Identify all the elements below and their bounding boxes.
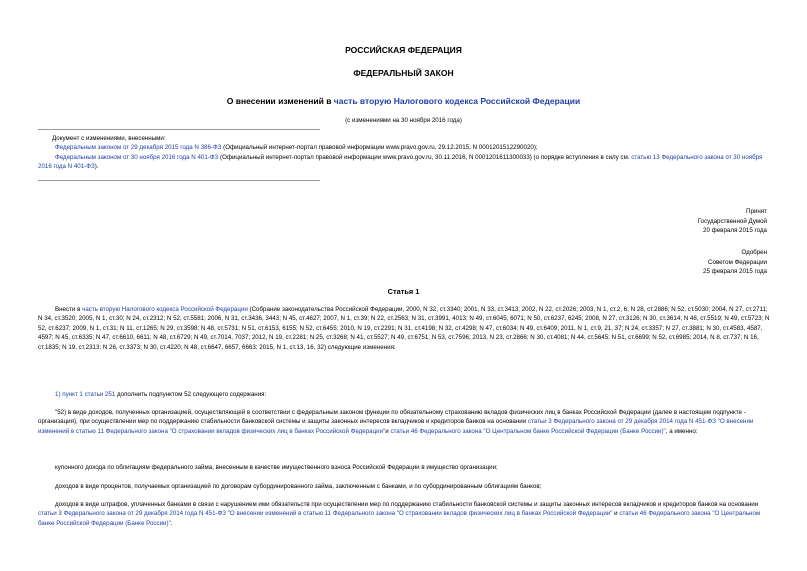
law-451-link-2[interactable]: статьи 3 Федерального закона от 29 декабря 2014 года N 451-ФЗ "О внесении изменений в статью 11 Федерального закона "О страховании вкладов физических лиц в банках Российской Федерации" (38, 510, 613, 518)
subitem-52-text: "52) в виде доходов, полученных организацией, осуществляющей в соответствии с федеральным законом функции по обязательному страхованию вкладов физических лиц в банках Российской Федерации (далее в настоящем подпункте - организация), при осуществлении мер по поддержанию стабильности банковской системы и защиты законных интересов вкладчиков и кредиторов банков на основании (38, 409, 746, 426)
fines-income-paragraph (38, 500, 772, 528)
article-1-intro (38, 305, 772, 352)
federation-council-approval (703, 248, 767, 277)
law-401-article-13-link[interactable]: статью 13 Федерального закона от 30 ноября 2016 года N 401-ФЗ (38, 154, 763, 171)
item-1 (55, 390, 772, 399)
duma-adopted-label: Принят (746, 208, 767, 215)
changes-box (52, 134, 772, 153)
change-item-2 (38, 153, 772, 172)
change-item-2-text: (Официальный интернет-портал правовой информации www.pravo.gov.ru, 30.11.2016, N 0001201611300033) (о порядке вступления в силу см. (218, 154, 632, 161)
changes-top-divider (38, 129, 320, 130)
duma-date: 20 февраля 2015 года (703, 227, 767, 235)
law-title (0, 96, 807, 106)
article-251-link[interactable]: 1) пункт 1 статьи 251 (55, 391, 116, 398)
intro-prefix: Внести в (55, 306, 83, 313)
law-title-prefix: О внесении изменений в (226, 96, 334, 106)
subitem-52-end: , а именно: (665, 427, 698, 435)
subitem-52 (38, 408, 772, 436)
change-item-1 (55, 143, 772, 152)
central-bank-article-46-link-2[interactable]: статьи 46 Федерального закона "О Центральном банке Российской Федерации (Банке России)" (38, 510, 761, 527)
item-1-text: дополнить подпунктом 52 следующего содержания: (115, 391, 267, 398)
tax-code-part-two-link[interactable]: часть вторую Налогового кодекса Российской Федерации (333, 96, 581, 106)
country-heading: РОССИЙСКАЯ ФЕДЕРАЦИЯ (345, 45, 462, 55)
subitem-52-and: и (385, 427, 391, 435)
council-date: 25 февраля 2015 года (703, 268, 767, 276)
doc-type-heading: ФЕДЕРАЛЬНЫЙ ЗАКОН (353, 68, 454, 78)
edition-note: (с изменениями на 30 ноября 2016 года) (345, 117, 462, 124)
intro-sources: (Собрание законодательства Российской Федерации, 2000, N 32, ст.3340; 2001, N 33, ст.3413; 2002, N 22, ст.2026; 2003, N 1, ст.2, 6; N 28, ст.2886; N 52, ст.5030; 2004, N 27, ст.2711; N 34, ст.3520; 2005, N 1, ст.30; N 24, ст.2312; N 52, ст.5581; 2006, N 31, ст.3436, 3443; N 45, ст.4627; 2007, N 1, ст.39; N 22, ст.2563; N 31, ст.3991, 4013; N 49, ст.6045, 6071; N 50, ст.6237, 6245; 2008, N 27, ст.3126; N 30, ст.3614; N 48, ст.5519; N 49, ст.5723; N 52, ст.6237; 2009, N 1, ст.31; N 11, ст.1265; N 29, ст.3598; N 48, ст.5731; N 51, ст.6153, 6155; N 52, ст.6455; 2010, N 19, ст.2291; N 31, ст.4198; N 32, ст.4298; N 47, ст.6034; N 49, ст.6409; 2011, N 1, ст.9, 21, 37; N 24, ст.3357; N 27, ст.3881; N 30, ст.4583, 4587, 4597; N 45, ст.6335; N 47, ст.6610, 6611; N 48, ст.6729; N 49, ст.7014, 7037; 2012, N 19, ст.2281; N 25, ст.3268; N 41, ст.5527; N 49, ст.6751; N 53, ст.7596; 2013, N 23, ст.2866; N 30, ст.4081; N 44, ст.5645; N 51, ст.6699; N 52, ст.6985; 2014, N 8, ст.737; N 16, ст.1835; N 19, ст.2313; N 26, ст.3373; N 30, ст.4220; N 48, ст.6647, 6657, 6663; 2015, N 1, ст.13, 16, 32) следующие изменения: (38, 306, 770, 351)
article-1-heading: Статья 1 (387, 287, 420, 296)
tax-code-body-link[interactable]: часть вторую Налогового кодекса Российской Федерации (82, 306, 248, 313)
council-name: Советом Федерации (708, 258, 767, 266)
change-item-1-text: (Официальный интернет-портал правовой информации www.pravo.gov.ru, 29.12.2015, N 0001201512290020); (221, 144, 538, 152)
duma-adoption (698, 207, 767, 236)
fines-end: . (170, 519, 173, 527)
law-451-link[interactable]: статьи 3 Федерального закона от 29 декабря 2014 года N 451-ФЗ "О внесении изменений в статью 11 Федерального закона "О страховании вкладов физических лиц в банках Российской Федерации" (38, 418, 754, 435)
changes-bottom-divider (38, 180, 320, 181)
law-401-link[interactable]: Федеральным законом от 30 ноября 2016 года N 401-ФЗ (55, 154, 219, 161)
duma-name: Государственной Думой (697, 217, 767, 225)
coupon-income-paragraph: купонного дохода по облигациям федерального займа, внесенным в качестве имущественного взноса Российской Федерации в имущество организации; (55, 464, 498, 471)
council-approved-label: Одобрен (741, 249, 767, 256)
interest-income-paragraph: доходов в виде процентов, получаемых организацией по договорам субординированного займа, заключенным с банками, и по субординированным облигациям банков; (55, 483, 542, 490)
law-386-link[interactable]: Федеральным законом от 29 декабря 2015 года N 386-ФЗ (55, 144, 222, 152)
fines-text: доходов в виде штрафов, уплаченных банками в связи с нарушением ими обязательств при осуществлении мер по поддержанию стабильности банковской системы и защиты законных интересов вкладчиков и кредиторов банков на основании (55, 501, 759, 508)
central-bank-article-46-link[interactable]: статьи 46 Федерального закона "О Центральном банке Российской Федерации (Банке России)" (390, 427, 666, 435)
changes-caption: Документ с изменениями, внесенными: (52, 135, 166, 142)
fines-and: и (612, 510, 620, 518)
change-item-2-end: ). (94, 163, 99, 171)
